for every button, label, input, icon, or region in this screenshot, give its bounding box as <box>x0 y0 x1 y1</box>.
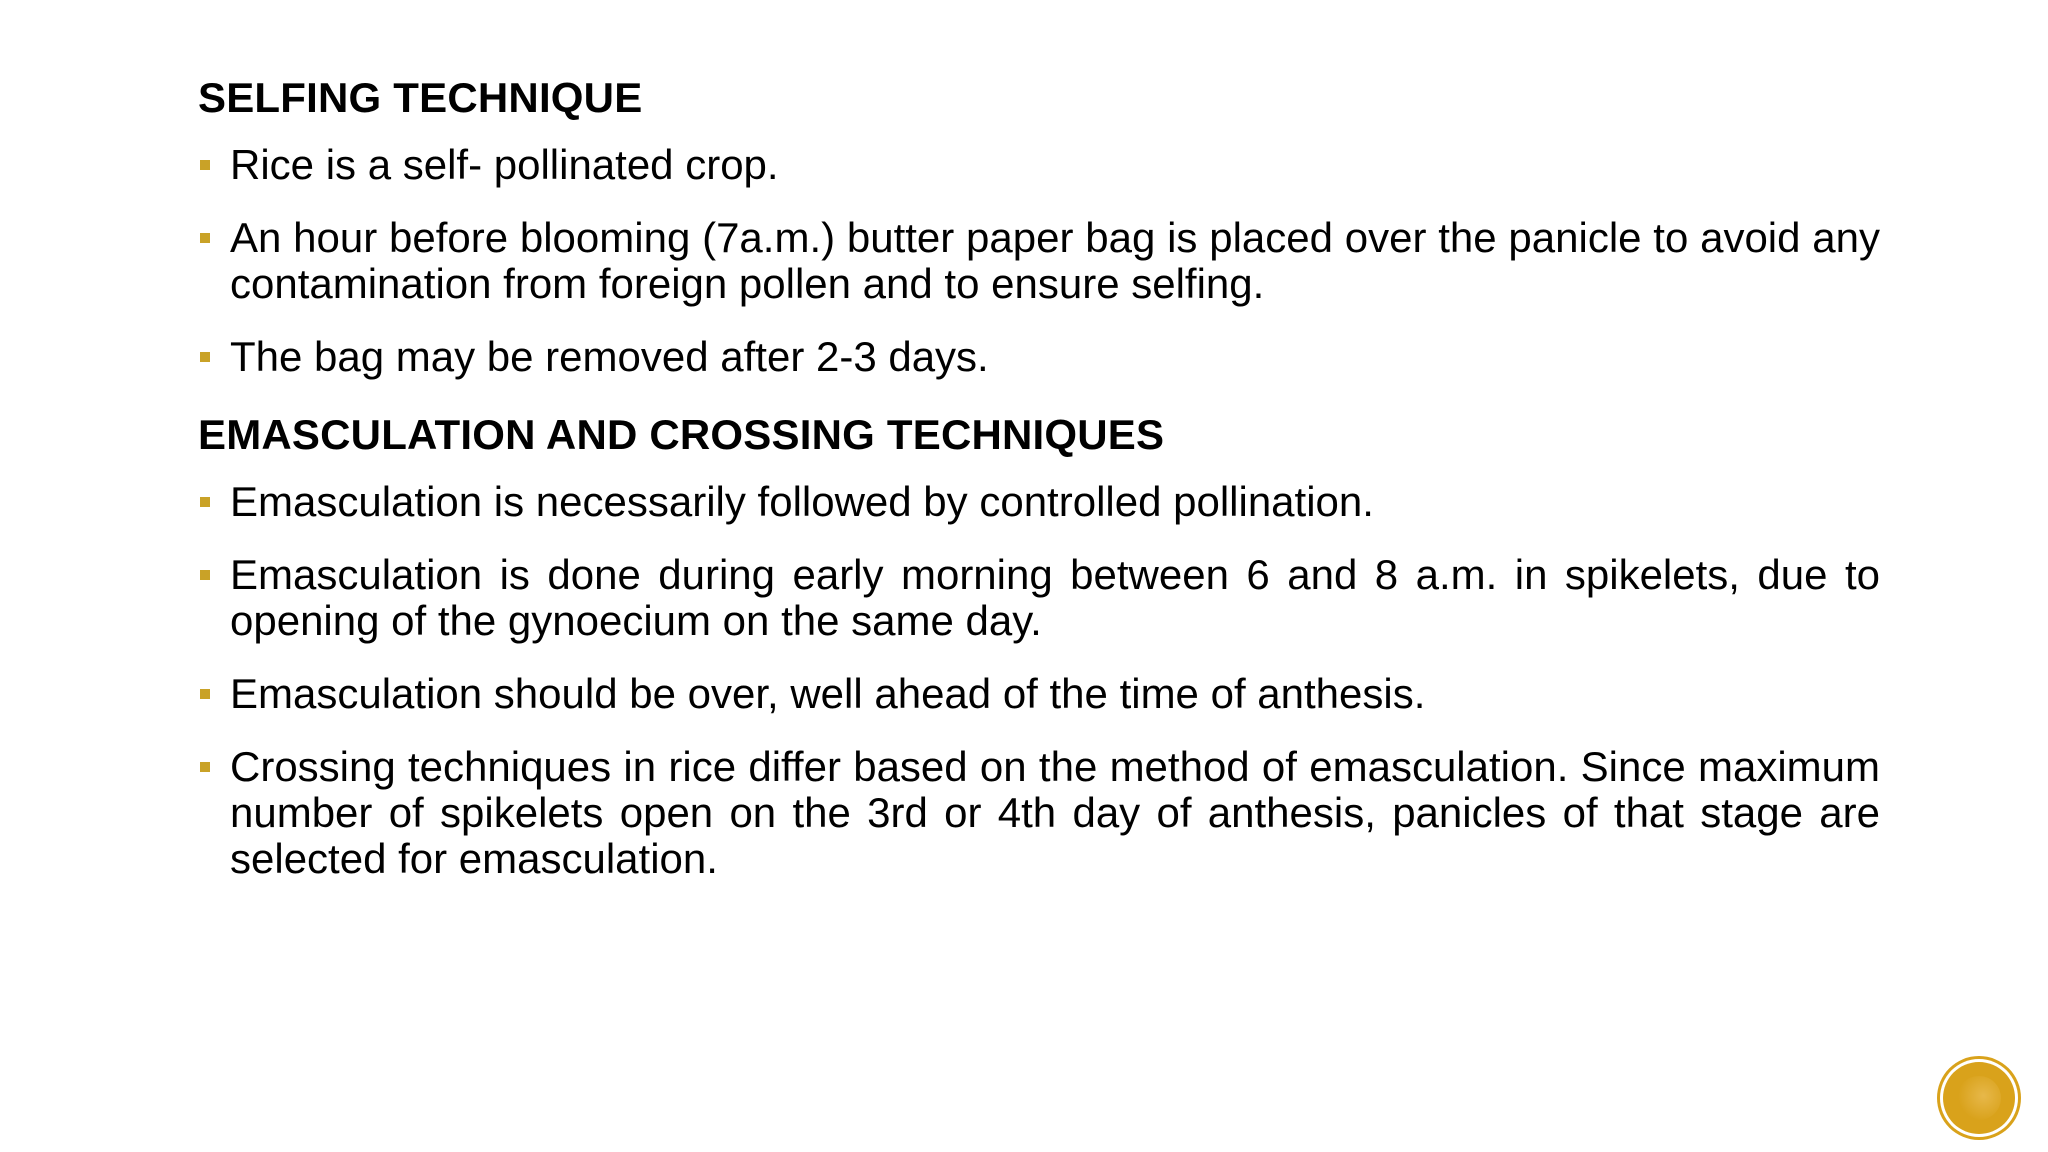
slide-number-badge-icon <box>1943 1062 2015 1134</box>
square-bullet-icon <box>200 570 210 580</box>
square-bullet-icon <box>200 160 210 170</box>
bullet-text: Crossing techniques in rice differ based on the method of emasculation. Since maximum number of spikelets open on the 3rd or 4th day of anthesis, panicles of that stage are selected for emasculation. <box>230 743 1880 882</box>
square-bullet-icon <box>200 352 210 362</box>
square-bullet-icon <box>200 233 210 243</box>
section-heading-emasculation: EMASCULATION AND CROSSING TECHNIQUES <box>198 411 1165 458</box>
list-item <box>198 215 1880 307</box>
bullet-text: The bag may be removed after 2-3 days. <box>230 333 989 380</box>
bullet-text: Emasculation is done during early morning between 6 and 8 a.m. in spikelets, due to opening of the gynoecium on the same day. <box>230 551 1880 644</box>
list-item <box>198 552 1880 644</box>
list-item <box>198 671 1880 717</box>
bullet-text: An hour before blooming (7a.m.) butter paper bag is placed over the panicle to avoid any contamination from foreign pollen and to ensure selfing. <box>230 214 1880 307</box>
bullet-text: Emasculation should be over, well ahead of the time of anthesis. <box>230 670 1426 717</box>
list-item <box>198 142 1880 188</box>
bullet-list-selfing <box>198 142 1880 380</box>
square-bullet-icon <box>200 689 210 699</box>
section-heading-selfing: SELFING TECHNIQUE <box>198 74 643 121</box>
list-item <box>198 479 1880 525</box>
list-item <box>198 744 1880 882</box>
badge-inner-circle <box>1957 1076 2001 1120</box>
bullet-text: Rice is a self- pollinated crop. <box>230 141 779 188</box>
bullet-text: Emasculation is necessarily followed by controlled pollination. <box>230 478 1374 525</box>
square-bullet-icon <box>200 497 210 507</box>
slide-content <box>198 70 1880 909</box>
list-item <box>198 334 1880 380</box>
bullet-list-emasculation <box>198 479 1880 882</box>
square-bullet-icon <box>200 762 210 772</box>
